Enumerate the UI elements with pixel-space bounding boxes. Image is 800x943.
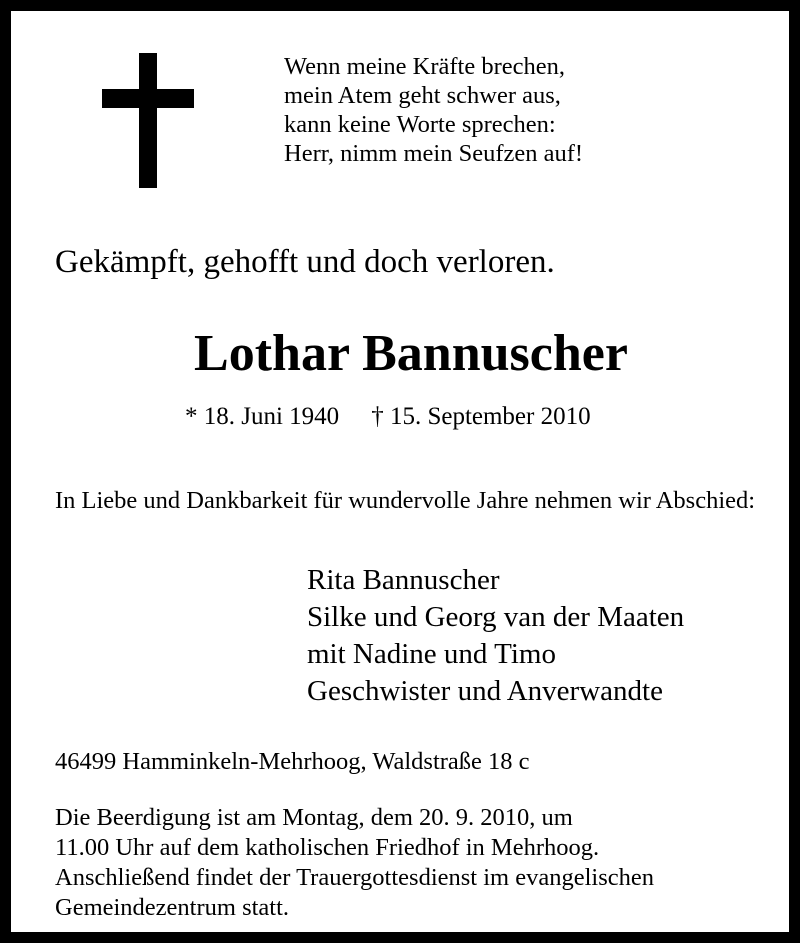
poem-verse <box>284 52 583 168</box>
life-dates <box>185 402 591 432</box>
farewell-intro: In Liebe und Dankbarkeit für wundervolle Jahre nehmen wir Abschied: <box>55 487 756 514</box>
funeral-line: 11.00 Uhr auf dem katholischen Friedhof in Mehrhoog. <box>55 834 600 861</box>
death-date: † 15. September 2010 <box>371 403 591 430</box>
mourner-entry: Rita Bannuscher <box>307 564 500 596</box>
poem-line: Herr, nimm mein Seufzen auf! <box>284 140 584 167</box>
mourner-entry: Silke und Georg van der Maaten <box>307 601 685 633</box>
cross-vertical-beam <box>139 53 157 188</box>
funeral-notice <box>55 803 785 923</box>
funeral-line: Anschließend findet der Trauergottesdienst im evangelischen <box>55 864 654 891</box>
deceased-name: Lothar Bannuscher <box>194 325 628 382</box>
motto: Gekämpft, gehofft und doch verloren. <box>55 244 555 280</box>
funeral-line: Gemeindezentrum statt. <box>55 894 290 921</box>
mourners-list <box>307 562 684 710</box>
poem-line: mein Atem geht schwer aus, <box>284 82 561 109</box>
latin-cross-icon <box>102 53 194 188</box>
family-address: 46499 Hamminkeln-Mehrhoog, Waldstraße 18 c <box>55 748 530 775</box>
birth-date: * 18. Juni 1940 <box>185 403 340 430</box>
mourner-entry: Geschwister und Anverwandte <box>307 675 663 707</box>
funeral-line: Die Beerdigung ist am Montag, dem 20. 9. 2010, um <box>55 804 573 831</box>
cross-horizontal-beam <box>102 89 194 108</box>
poem-line: Wenn meine Kräfte brechen, <box>284 53 565 80</box>
poem-line: kann keine Worte sprechen: <box>284 111 556 138</box>
mourner-entry: mit Nadine und Timo <box>307 638 556 670</box>
